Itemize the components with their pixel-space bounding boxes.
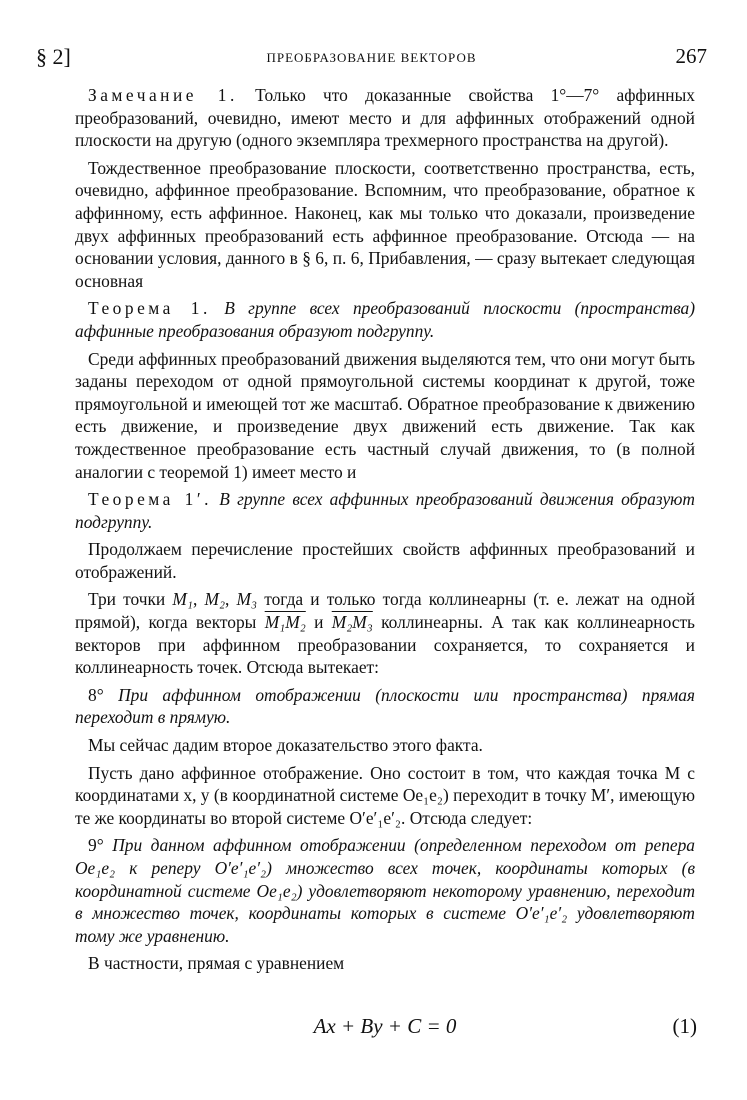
text-run: Три точки (88, 589, 173, 610)
remark-text: Только что доказанные свойства 1°—7° аффинных преобразований, очевидно, имеют место и для аффинных отображений одной плоскости на другую (одного экземпляра трехмерного пространства на другой). (75, 85, 695, 151)
paragraph: Мы сейчас дадим второе доказательство этого факта. (88, 735, 483, 756)
text-run: и (305, 612, 332, 633)
text-run: , (192, 589, 205, 610)
section-mark: § 2] (36, 44, 71, 69)
theorem-label: Теорема 1′. (88, 489, 212, 510)
math-symbol: M₂ (204, 589, 226, 610)
theorem-text: В группе всех аффинных преобразований движения образуют подгруппу. (75, 489, 695, 532)
text-run: тогда и только тогда коллинеарны (т. е. лежат на одной прямой), когда векторы (75, 589, 695, 633)
collinearity-paragraph (75, 588, 695, 678)
vector-symbol: M₁M₂ (264, 612, 306, 633)
vector-symbol: M₂M₃ (331, 612, 373, 633)
page-number: 267 (675, 44, 707, 68)
formula-equation: Ax + By + C = 0 (313, 1013, 457, 1038)
math-symbol: M₁ (172, 589, 193, 610)
property-label: 9° (88, 835, 104, 856)
text-run: коллинеарны. А так как коллинеарность векторов при аффинном преобразовании сохраняется, то сохраняется и коллинеарность точек. Отсюда вытекает: (75, 612, 695, 678)
paragraph: Продолжаем перечисление простейших свойств аффинных преобразований и отображений. (75, 539, 695, 582)
theorem-label: Теорема 1. (88, 298, 211, 319)
paragraph: Тождественное преобразование плоскости, соответственно пространства, есть, очевидно, аффинное преобразование. Вспомним, что преобразование, обратное к аффинному, есть аффинное. Наконец, как мы только что доказали, произведение двух аффинных преобразований есть аффинное преобразование. Отсюда — на основании условия, данного в § 6, п. 6, Прибавления, — сразу вытекает следующая основная (75, 157, 695, 291)
math-symbol: M₃ (236, 589, 258, 610)
property-label: 8° (88, 684, 104, 705)
theorem-paragraph (75, 297, 695, 342)
property-text: При аффинном отображении (плоскости или пространства) прямая переходит в прямую. (75, 684, 695, 728)
theorem-paragraph (75, 488, 695, 533)
property-paragraph (75, 684, 695, 729)
paragraph: В частности, прямая с уравнением (88, 953, 345, 974)
formula-number: (1) (672, 1013, 697, 1038)
running-title: ПРЕОБРАЗОВАНИЕ ВЕКТОРОВ (266, 50, 477, 65)
property-text: При данном аффинном отображении (определенном переходом от репера Oe₁e₂ к реперу O′e′₁e′₂) множество всех точек, координаты которых (в координатной системе Oe₁e₂) удовлетворяют некоторому уравнению, переходит в множество точек, координаты которых в системе O′e′₁e′₂ удовлетворяют тому же уравнению. (75, 835, 695, 946)
paragraph: Пусть дано аффинное отображение. Оно состоит в том, что каждая точка M с координатами x, y (в координатной системе Oe₁e₂) переходит в точку M′, имеющую те же координаты во второй системе O′e′₁e′₂. Отсюда следует: (75, 762, 695, 828)
display-formula (75, 1015, 695, 1045)
text-run: , (225, 589, 237, 610)
paragraph: Среди аффинных преобразований движения выделяются тем, что они могут быть заданы переходом от одной прямоугольной системы координат к другой, тоже прямоугольной и имеющей тот же масштаб. Обратное преобразование к движению есть движение, и произведение двух движений есть движение. Так как тождественное преобразование есть частный случай движения, то (в полной аналогии с теоремой 1) имеет место и (75, 348, 695, 482)
remark-paragraph (75, 84, 695, 152)
remark-label: Замечание 1. (88, 85, 238, 105)
running-header (36, 44, 707, 74)
page-body (75, 84, 695, 1045)
property-paragraph (75, 834, 695, 947)
theorem-text: В группе всех преобразований плоскости (пространства) аффинные преобразования образуют подгруппу. (75, 298, 696, 341)
